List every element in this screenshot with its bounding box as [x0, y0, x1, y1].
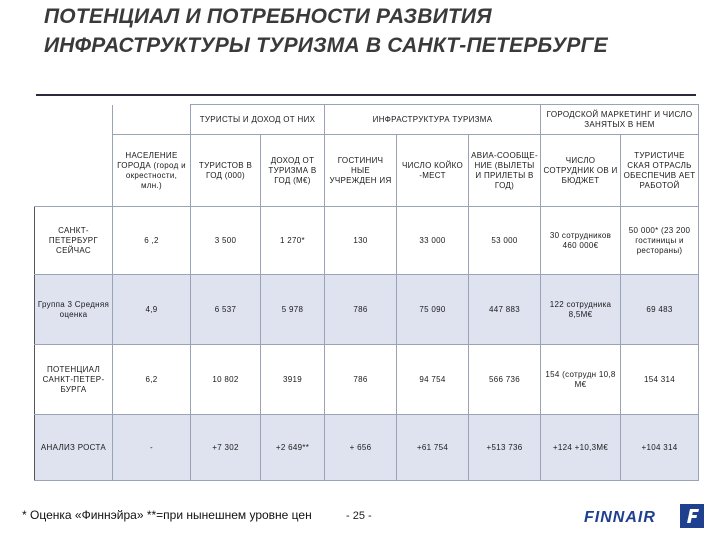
- title-divider: [36, 94, 696, 96]
- header-column-row: [35, 135, 699, 207]
- cell-employed: 50 000* (23 200 гостиницы и рестораны): [621, 207, 699, 275]
- cell-hotels: 786: [325, 345, 397, 415]
- table-row: [35, 345, 699, 415]
- infrastructure-table: [34, 104, 699, 481]
- cell-income: 3919: [261, 345, 325, 415]
- cell-population: -: [113, 415, 191, 481]
- col-header-income: ДОХОД ОТ ТУРИЗМА В ГОД (М€): [261, 135, 325, 207]
- cell-beds: 94 754: [397, 345, 469, 415]
- cell-hotels: 786: [325, 275, 397, 345]
- header-group-marketing: ГОРОДСКОЙ МАРКЕТИНГ И ЧИСЛО ЗАНЯТЫХ В НЕМ: [541, 105, 699, 135]
- col-header-staff-budget: ЧИСЛО СОТРУДНИК ОВ И БЮДЖЕТ: [541, 135, 621, 207]
- cell-flights: +513 736: [469, 415, 541, 481]
- table-row: [35, 207, 699, 275]
- row-label: САНКТ-ПЕТЕРБУРГ СЕЙЧАС: [35, 207, 113, 275]
- cell-employed: +104 314: [621, 415, 699, 481]
- table-row: [35, 415, 699, 481]
- header-group-tourists: ТУРИСТЫ И ДОХОД ОТ НИХ: [191, 105, 325, 135]
- header-group-row: [35, 105, 699, 135]
- table-row: [35, 275, 699, 345]
- col-header-beds: ЧИСЛО КОЙКО -МЕСТ: [397, 135, 469, 207]
- row-label: АНАЛИЗ РОСТА: [35, 415, 113, 481]
- logo-wordmark: FINNAIR: [584, 509, 656, 526]
- col-header-population: НАСЕЛЕНИЕ ГОРОДА (город и окрестности, млн.): [113, 135, 191, 207]
- cell-beds: 33 000: [397, 207, 469, 275]
- cell-income: +2 649**: [261, 415, 325, 481]
- cell-tourists: 3 500: [191, 207, 261, 275]
- cell-staff-budget: +124 +10,3М€: [541, 415, 621, 481]
- cell-hotels: 130: [325, 207, 397, 275]
- cell-beds: +61 754: [397, 415, 469, 481]
- cell-staff-budget: 122 сотрудника 8,5М€: [541, 275, 621, 345]
- cell-tourists: +7 302: [191, 415, 261, 481]
- page-title: ПОТЕНЦИАЛ И ПОТРЕБНОСТИ РАЗВИТИЯ ИНФРАСТРУКТУРЫ ТУРИЗМА В САНКТ-ПЕТЕРБУРГЕ: [44, 5, 608, 57]
- cell-population: 4,9: [113, 275, 191, 345]
- cell-tourists: 6 537: [191, 275, 261, 345]
- col-header-tourists: ТУРИСТОВ В ГОД (000): [191, 135, 261, 207]
- cell-employed: 69 483: [621, 275, 699, 345]
- row-label: Группа 3 Средняя оценка: [35, 275, 113, 345]
- cell-income: 1 270*: [261, 207, 325, 275]
- cell-employed: 154 314: [621, 345, 699, 415]
- cell-beds: 75 090: [397, 275, 469, 345]
- cell-flights: 447 883: [469, 275, 541, 345]
- cell-hotels: + 656: [325, 415, 397, 481]
- cell-staff-budget: 154 (сотрудн 10,8 М€: [541, 345, 621, 415]
- cell-population: 6,2: [113, 345, 191, 415]
- cell-income: 5 978: [261, 275, 325, 345]
- col-header-employed: ТУРИСТИЧЕ СКАЯ ОТРАСЛЬ ОБЕСПЕЧИВ АЕТ РАБОТОЙ: [621, 135, 699, 207]
- finnair-logo: [584, 504, 704, 528]
- page-number: - 25 -: [346, 510, 372, 522]
- cell-flights: 566 736: [469, 345, 541, 415]
- col-header-hotels: ГОСТИНИЧ НЫЕ УЧРЕЖДЕН ИЯ: [325, 135, 397, 207]
- header-group-infrastructure: ИНФРАСТРУКТУРА ТУРИЗМА: [325, 105, 541, 135]
- header-row-label-blank: [35, 135, 113, 207]
- footnote: * Оценка «Финнэйра» **=при нынешнем уровне цен: [22, 508, 312, 522]
- col-header-flights: АВИА-СООБЩЕ-НИЕ (ВЫЛЕТЫ И ПРИЛЕТЫ В ГОД): [469, 135, 541, 207]
- cell-flights: 53 000: [469, 207, 541, 275]
- row-label: ПОТЕНЦИАЛ САНКТ-ПЕТЕР-БУРГА: [35, 345, 113, 415]
- finnair-f-icon: [680, 504, 704, 528]
- cell-tourists: 10 802: [191, 345, 261, 415]
- header-corner: [35, 105, 113, 135]
- cell-population: 6 ,2: [113, 207, 191, 275]
- header-population-top: [113, 105, 191, 135]
- cell-staff-budget: 30 сотрудников 460 000€: [541, 207, 621, 275]
